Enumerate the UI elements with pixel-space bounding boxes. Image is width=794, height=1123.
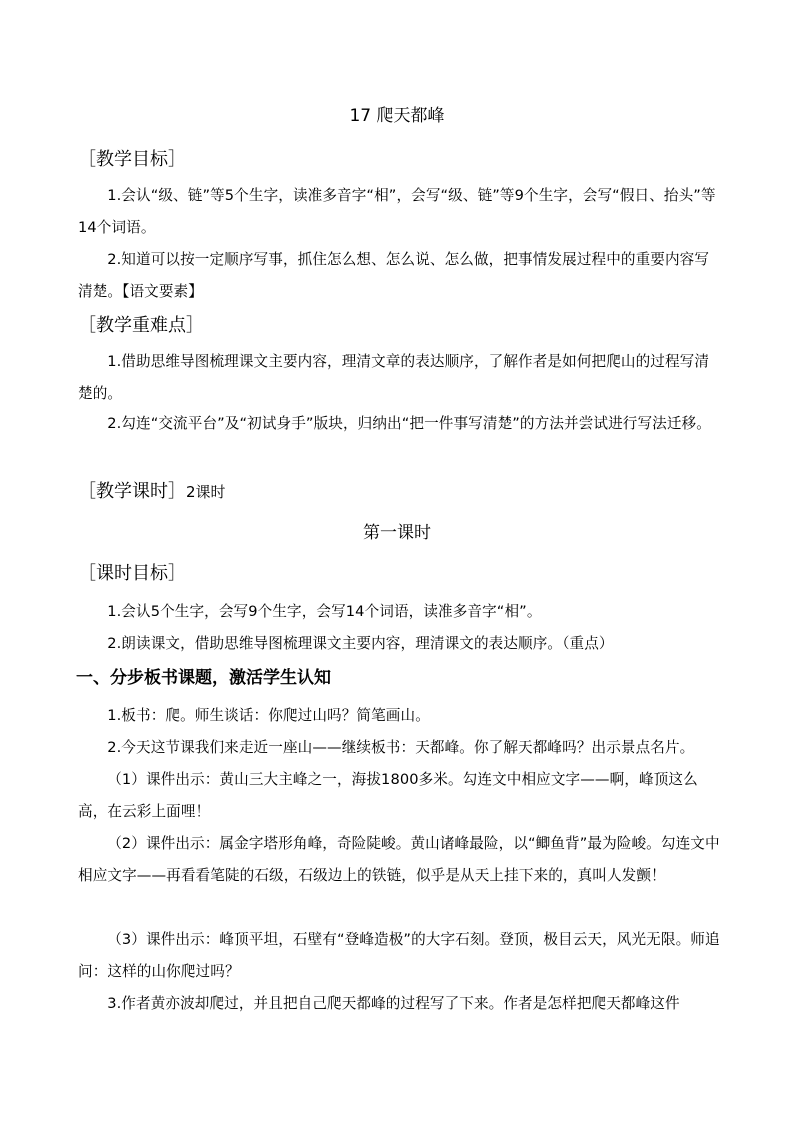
teaching-hours-value: 2课时 [186,483,226,501]
lesson-goal-2: 2.朗读课文，借助思维导图梳理课文主要内容，理清课文的表达顺序。（重点） [107,635,614,652]
lesson-goals-heading: ［课时目标］ [78,563,186,584]
teaching-goals-heading: ［教学目标］ [78,149,186,170]
page-title: 17 爬天都峰 [349,106,445,126]
step-heading: 一、分步板书课题，激活学生认知 [76,668,331,688]
teaching-hours-label: ［教学课时］ [78,481,186,502]
step-2-1: （1）课件出示：黄山三大主峰之一，海拔1800多米。勾连文中相应文字——啊，峰顶这么高，在云彩上面哩！ [78,771,698,821]
step-2-3: （3）课件出示：峰顶平坦，石壁有“登峰造极”的大字石刻。登顶，极目云天，风光无限。师追问：这样的山你爬过吗？ [78,931,720,981]
step-2: 2.今天这节课我们来走近一座山——继续板书：天都峰。你了解天都峰吗？出示景点名片。 [107,739,695,756]
step-1: 1.板书：爬。师生谈话：你爬过山吗？简笔画山。 [107,707,430,724]
key-points-heading: ［教学重难点］ [78,315,204,336]
teaching-hours-heading [78,478,226,506]
key-point-1: 1.借助思维导图梳理课文主要内容，理清文章的表达顺序，了解作者是如何把爬山的过程写清楚的。 [78,353,710,403]
goal-2: 2.知道可以按一定顺序写事，抓住怎么想、怎么说、怎么做，把事情发展过程中的重要内容写清楚。【语文要素】 [78,251,710,301]
key-point-2: 2.勾连“交流平台”及“初试身手”版块，归纳出“把一件事写清楚”的方法并尝试进行写法迁移。 [107,415,711,432]
lesson-title: 第一课时 [363,523,431,543]
step-3: 3.作者黄亦波却爬过，并且把自己爬天都峰的过程写了下来。作者是怎样把爬天都峰这件 [107,995,680,1012]
goal-1: 1.会认“级、链”等5个生字，读准多音字“相”，会写“级、链”等9个生字，会写“假日、抬头”等14个词语。 [78,187,716,237]
lesson-goal-1: 1.会认5个生字，会写9个生字，会写14个词语，读准多音字“相”。 [107,603,542,620]
step-2-2: （2）课件出示：属金字塔形角峰，奇险陡峻。黄山诸峰最险，以“鲫鱼背”最为险峻。勾连文中相应文字——再看看笔陡的石级，石级边上的铁链，似乎是从天上挂下来的，真叫人发颤！ [78,835,720,885]
